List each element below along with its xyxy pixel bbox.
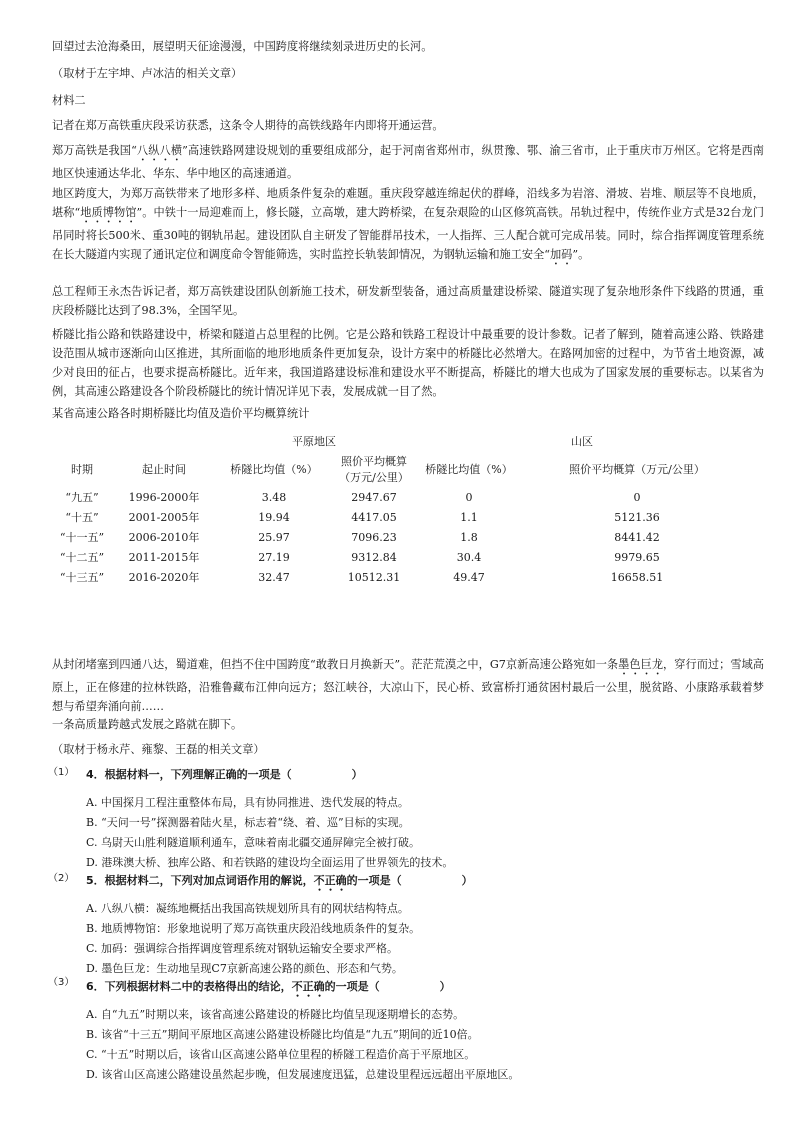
- dotted-term: 不正确: [313, 874, 347, 887]
- dotted-term: 不正确: [291, 980, 325, 993]
- question-option[interactable]: D. 港珠澳大桥、独库公路、和若铁路的建设均全面运用了世界领先的技术。: [86, 856, 454, 869]
- question-option[interactable]: D. 墨色巨龙：生动地呈现C7京新高速公路的颜色、形态和气势。: [86, 962, 403, 975]
- table-title: 某省高速公路各时期桥隧比均值及造价平均概算统计: [52, 407, 310, 420]
- question-stem: 4．根据材料一，下列理解正确的一项是（ ）: [86, 768, 363, 781]
- body-text-line: 回望过去沧海桑田，展望明天征途漫漫，中国跨度将继续刻录进历史的长河。: [52, 40, 433, 53]
- table-row: “九五” 1996-2000年 3.48 2947.67 0 0: [65, 491, 641, 504]
- dotted-term: 墨色巨龙: [618, 658, 664, 671]
- question-option[interactable]: C. “十五”时期以后，该省山区高速公路单位里程的桥隧工程造价高于平原地区。: [86, 1048, 476, 1061]
- question-number: （1）: [48, 767, 75, 778]
- question-stem: 5．根据材料二，下列对加点词语作用的解说，不正确的一项是（ ）: [86, 874, 473, 887]
- source-citation: （取材于杨永芹、雍黎、王磊的相关文章）: [52, 743, 265, 756]
- question-option[interactable]: C. 加码：强调综合指挥调度管理系统对钢轨运输安全要求严格。: [86, 942, 399, 955]
- dotted-term: 加码: [549, 248, 573, 261]
- table-row: “十一五” 2006-2010年 25.97 7096.23 1.8 8441.42: [59, 531, 660, 544]
- question-stem: 6．下列根据材料二中的表格得出的结论，不正确的一项是（ ）: [86, 980, 451, 993]
- paragraph: 总工程师王永杰告诉记者，郑万高铁建设团队创新施工技术，研发新型装备，通过高质量建设桥梁、隧道实现了复杂地形条件下线路的贯通，重庆段桥隧比达到了98.3%，全国罕见。: [52, 285, 764, 317]
- col-mountain-cost: 照价平均概算（万元/公里）: [569, 463, 705, 476]
- paragraph: 桥隧比指公路和铁路建设中，桥梁和隧道占总里程的比例。它是公路和铁路工程设计中最重要的设计参数。记者了解到，随着高速公路、铁路建设范围从城市逐渐向山区推进，其所面临的地形地质条件更加复杂，设计方案中的桥隧比必然增大。在路网加密的过程中，为节省土地资源，减少对良田的征占，也要求提高桥隧比。近年来，我国道路建设标准和建设水平不断提高，桥隧比的增大也成为了国家发展的重要标志。以某省为例，其高速公路建设各个阶段桥隧比的统计情况详见下表，发展成就一目了然。: [52, 328, 764, 398]
- question-option[interactable]: A. 八纵八横：凝练地概括出我国高铁规划所具有的网状结构特点。: [86, 902, 409, 915]
- col-mountain-ratio: 桥隧比均值（%）: [425, 463, 513, 476]
- paragraph: 地区跨度大，为郑万高铁带来了地形多样、地质条件复杂的难题。重庆段穿越连绵起伏的群峰，沿线多为岩溶、滑坡、岩堆、顺层等不良地质，堪称“地质博物馆”。中铁十一局迎难而上，修长隧，立高墩，建大跨桥梁，在复杂艰险的山区修筑高铁。吊轨过程中，传统作业方式是32台龙门吊同时将长500米、重30吨的钢轨吊起。建设团队自主研发了智能群吊技术，一人指挥、三人配合就可完成吊装。同时，综合指挥调度管理系统在长大隧道内实现了通讯定位和调度命令智能筛选，实时监控长轨装卸情况，为钢轨运输和施工安全“加码”。: [52, 187, 764, 261]
- header-mountain: 山区: [571, 435, 593, 448]
- col-plain-ratio: 桥隧比均值（%）: [230, 463, 318, 476]
- paragraph: 一条高质量跨越式发展之路就在脚下。: [52, 718, 243, 731]
- question-number: （3）: [48, 977, 75, 988]
- header-plain: 平原地区: [292, 435, 336, 448]
- dotted-term: 八纵八横: [136, 144, 183, 157]
- stats-table: [50, 432, 750, 588]
- col-plain-cost: 照价平均概算（万元/公里）: [339, 455, 409, 484]
- question-option[interactable]: B. 地质博物馆：形象地说明了郑万高铁重庆段沿线地质条件的复杂。: [86, 922, 421, 935]
- paragraph: 郑万高铁是我国“八纵八横”高速铁路网建设规划的重要组成部分，起于河南省郑州市，纵贯豫、鄂、渝三省市，止于重庆市万州区。它将是西南地区快速通达华北、华东、华中地区的高速通道。: [52, 144, 764, 180]
- question-option[interactable]: A. 中国探月工程注重整体布局，具有协同推进、迭代发展的特点。: [86, 796, 409, 809]
- section-heading: 材料二: [52, 94, 86, 107]
- col-period: 时期: [71, 463, 93, 476]
- table-row: “十五” 2001-2005年 19.94 4417.05 1.1 5121.36: [65, 511, 660, 524]
- source-citation: （取材于左宇坤、卢冰洁的相关文章）: [52, 67, 243, 80]
- table-row: “十二五” 2011-2015年 27.19 9312.84 30.4 9979.65: [59, 551, 660, 564]
- question-option[interactable]: B. “天问一号”探测器着陆火星，标志着“绕、着、巡”目标的实现。: [86, 816, 410, 829]
- paragraph: 记者在郑万高铁重庆段采访获悉，这条令人期待的高铁线路年内即将开通运营。: [52, 119, 444, 132]
- table-header-row: [50, 432, 750, 452]
- question-option[interactable]: C. 乌尉天山胜利隧道顺利通车，意味着南北疆交通屏障完全被打破。: [86, 836, 421, 849]
- question-option[interactable]: B. 该省“十三五”期间平原地区高速公路建设桥隧比均值是“九五”期间的近10倍。: [86, 1028, 479, 1041]
- question-number: （2）: [48, 873, 75, 884]
- table-row: “十三五” 2016-2020年 32.47 10512.31 49.47 16658.51: [59, 571, 664, 584]
- dotted-term: 地质博物馆: [80, 206, 137, 219]
- paragraph: 从封闭堵塞到四通八达，蜀道难，但挡不住中国跨度“敢教日月换新天”。茫茫荒漠之中，G7京新高速公路宛如一条墨色巨龙，穿行而过；雪域高原上，正在修建的拉林铁路，沿雅鲁藏布江伸向远方；怒江峡谷，大凉山下，民心桥、致富桥打通贫困村最后一公里，脱贫路、小康路承载着梦想与希望奔涌向前……: [52, 658, 764, 713]
- table-header-row: [50, 452, 750, 488]
- question-option[interactable]: D. 该省山区高速公路建设虽然起步晚，但发展速度迅猛，总建设里程远远超出平原地区。: [86, 1068, 520, 1081]
- question-option[interactable]: A. 自“九五”时期以来，该省高速公路建设的桥隧比均值呈现逐期增长的态势。: [86, 1008, 465, 1021]
- col-years: 起止时间: [142, 463, 186, 476]
